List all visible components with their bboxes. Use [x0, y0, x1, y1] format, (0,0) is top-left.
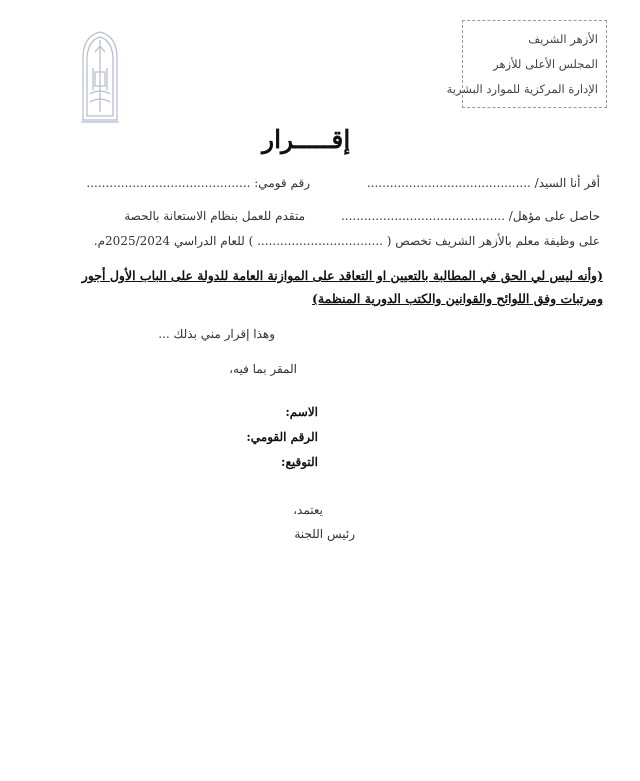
- declaration-line-1: (وأنه ليس لي الحق في المطالبة بالتعيين او التعاقد على الموازنة العامة للدولة على الباب الأول أجور: [81, 268, 603, 283]
- closing-statement: وهذا إقرار مني بذلك ...: [158, 327, 275, 341]
- document-title: إقـــــرار: [262, 125, 351, 154]
- applicant-line: متقدم للعمل بنظام الاستعانة بالحصة: [124, 209, 305, 223]
- al-azhar-logo-icon: [75, 28, 125, 126]
- signature-field-label: التوقيع:: [281, 455, 318, 469]
- header-line-1: الأزهر الشريف: [528, 32, 598, 46]
- approval-label: يعتمد،: [293, 503, 323, 517]
- declaration-line-2: ومرتبات وفق اللوائح والقوانين والكتب الدورية المنظمة): [312, 291, 603, 306]
- name-field-label: الاسم:: [285, 405, 318, 419]
- national-id-field-label: الرقم القومي:: [246, 430, 318, 444]
- committee-head-label: رئيس اللجنة: [294, 527, 355, 541]
- name-line: أقر أنا السيد/ ...........................................: [366, 176, 600, 190]
- header-line-2: المجلس الأعلى للأزهر: [493, 57, 598, 71]
- position-line: على وظيفة معلم بالأزهر الشريف تخصص ( ................................. ) للعام الدراسي 2025/2024م.: [93, 234, 600, 248]
- qualification-line: حاصل على مؤهل/ ...........................................: [340, 209, 600, 223]
- header-line-3: الإدارة المركزية للموارد البشرية: [446, 82, 598, 96]
- declarant-label: المقر بما فيه،: [229, 362, 297, 376]
- national-id-line: رقم قومي: ...........................................: [86, 176, 310, 190]
- institution-header-box: [446, 20, 607, 108]
